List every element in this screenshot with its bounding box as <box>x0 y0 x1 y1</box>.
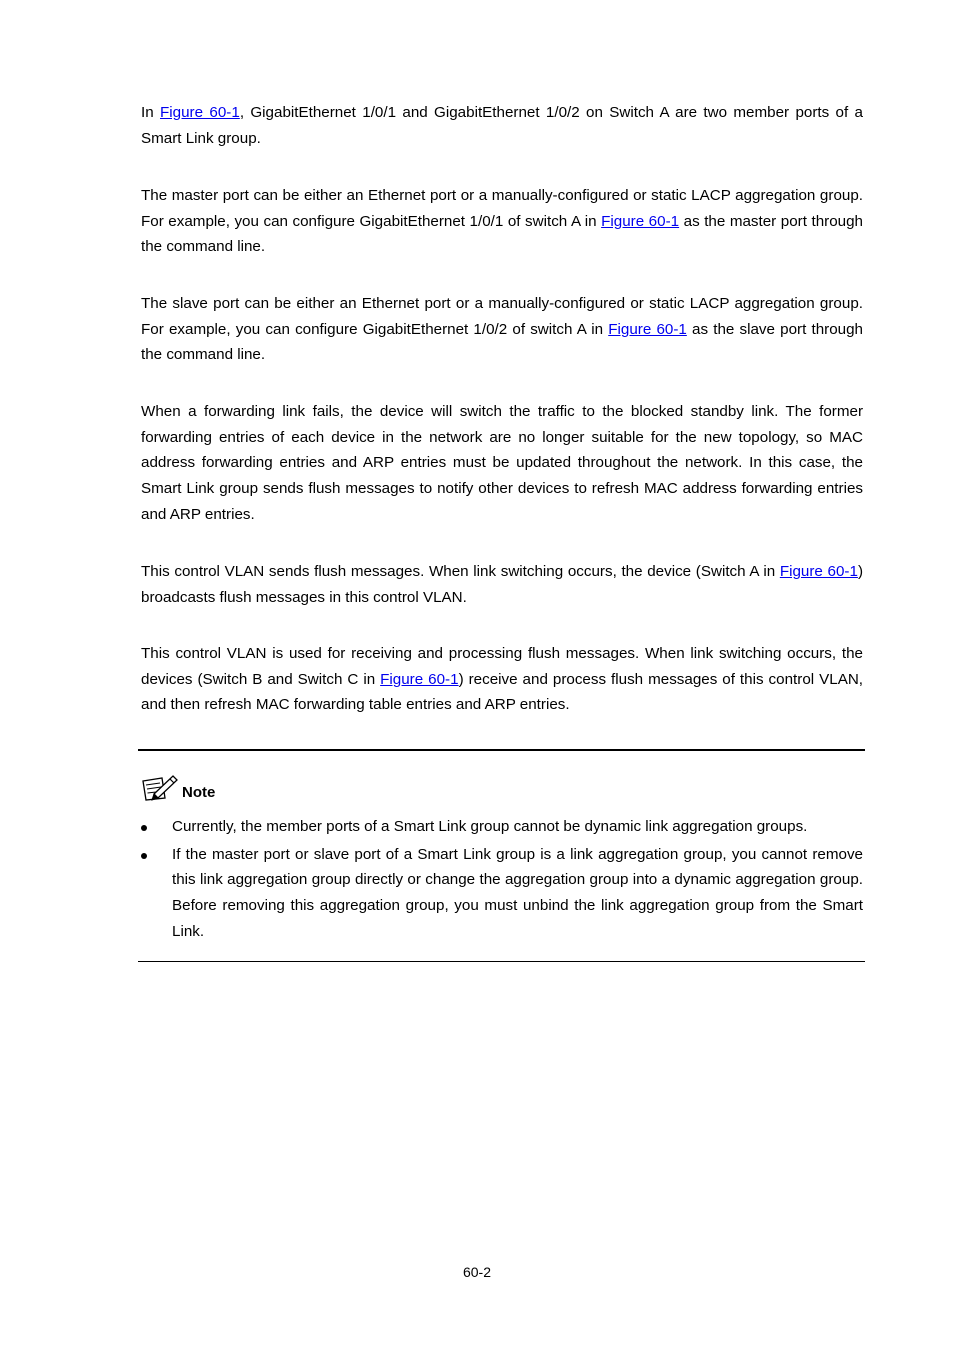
paragraph-intro <box>141 100 863 151</box>
paragraph-text: , GigabitEthernet 1/0/1 and GigabitEthernet 1/0/2 on Switch A are two member ports of a Smart Link group. <box>141 104 864 147</box>
paragraph-transmit-vlan <box>141 559 863 610</box>
note-bullet-list <box>141 814 863 947</box>
paragraph-receive-vlan <box>141 641 863 718</box>
note-bullet-item: If the master port or slave port of a Smart Link group is a link aggregation group, you cannot remove this link aggregation group directly or change the aggregation group into a dynamic aggregation group. Before removing this aggregation group, you must unbind the link aggregation group from the Smart Link. <box>141 842 863 945</box>
paragraph-text: This control VLAN is used for receiving and processing flush messages. When link switching occurs, the devices (Switch B and Switch C in <box>141 645 863 688</box>
paragraph-master-port <box>141 183 863 260</box>
paragraph-text: ) receive and process flush messages of this control VLAN, and then refresh MAC forwarding table entries and ARP entries. <box>141 670 864 714</box>
note-header <box>140 770 215 802</box>
note-bottom-rule <box>138 961 865 962</box>
paragraph-text: ) broadcasts flush messages in this control VLAN. <box>141 563 863 606</box>
note-pencil-icon <box>140 772 180 802</box>
figure-link[interactable]: Figure 60-1 <box>380 670 459 688</box>
note-top-rule <box>138 749 865 751</box>
figure-link[interactable]: Figure 60-1 <box>779 563 858 580</box>
note-label: Note <box>182 784 216 801</box>
paragraph-slave-port <box>141 291 863 368</box>
paragraph-text: as the master port through the command line. <box>141 212 863 256</box>
paragraph-text: When a forwarding link fails, the device will switch the traffic to the blocked standby link. The former forwarding entries of each device in the network are no longer suitable for the new topology, so MAC address forwarding entries and ARP entries must be updated throughout the network. In this case, the Smart Link group sends flush messages to notify other devices to refresh MAC address forwarding entries and ARP entries. <box>141 403 863 523</box>
bullet-dot-icon <box>141 825 147 831</box>
paragraph-text: The master port can be either an Ethernet port or a manually-configured or static LACP aggregation group. For example, you can configure GigabitEthernet 1/0/1 of switch A in <box>141 187 863 230</box>
paragraph-text: as the slave port through the command line. <box>141 320 863 364</box>
bullet-dot-icon <box>141 853 147 859</box>
paragraph-text: This control VLAN sends flush messages. When link switching occurs, the device (Switch A in <box>141 563 780 580</box>
page-number: 60-2 <box>462 1264 492 1280</box>
paragraph-text: In <box>141 104 161 121</box>
figure-link[interactable]: Figure 60-1 <box>608 320 687 338</box>
note-bullet-item: Currently, the member ports of a Smart Link group cannot be dynamic link aggregation groups. <box>141 814 863 840</box>
paragraph-flush-messages <box>141 399 863 528</box>
figure-link[interactable]: Figure 60-1 <box>601 212 680 230</box>
figure-link[interactable]: Figure 60-1 <box>160 104 240 121</box>
paragraph-text: The slave port can be either an Ethernet port or a manually-configured or static LACP aggregation group. For example, you can configure GigabitEthernet 1/0/2 of switch A in <box>141 295 863 338</box>
